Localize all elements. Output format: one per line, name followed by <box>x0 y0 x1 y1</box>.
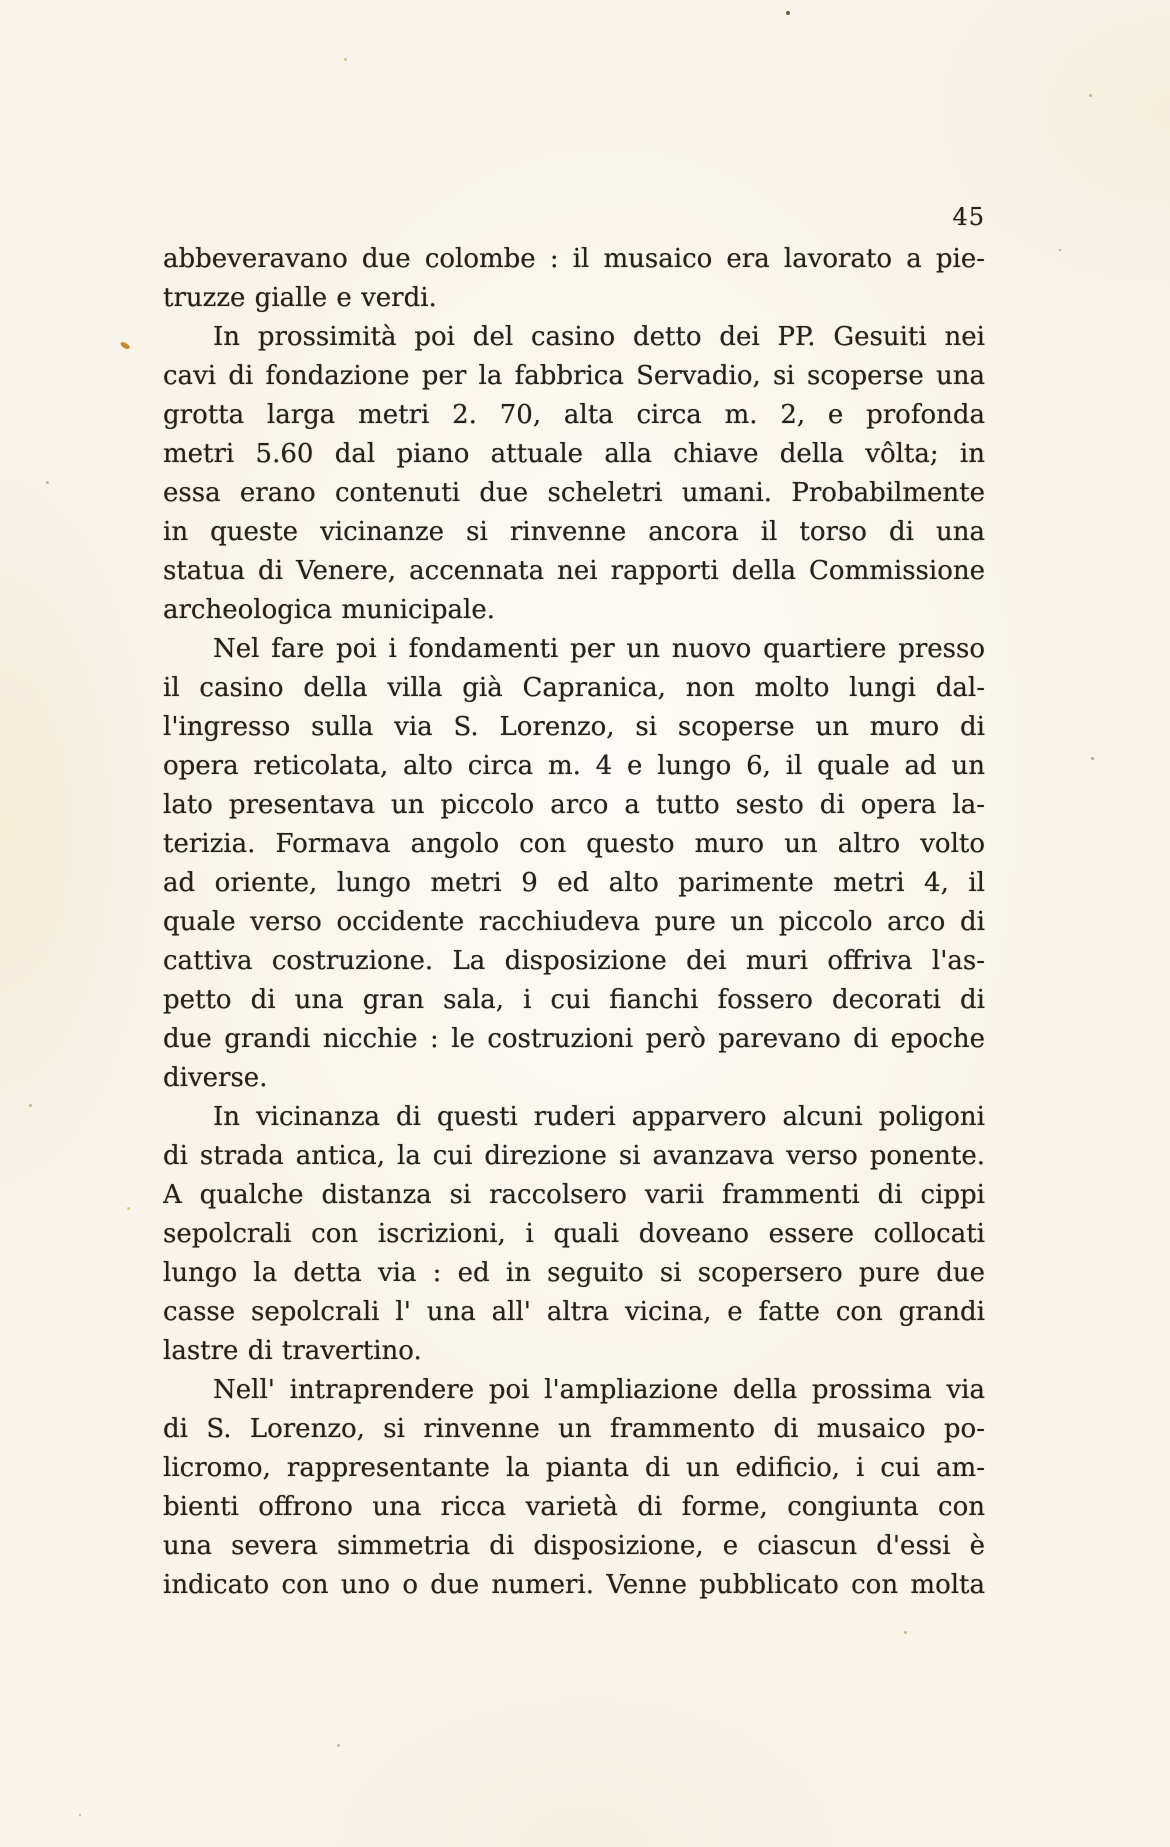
text-line: lungo la detta via : ed in seguito si scopersero pure due <box>163 1258 985 1288</box>
text-line: in queste vicinanze si rinvenne ancora il torso di una <box>163 517 985 547</box>
text-line: ad oriente, lungo metri 9 ed alto parimente metri 4, il <box>163 868 985 898</box>
text-line: metri 5.60 dal piano attuale alla chiave della vôlta; in <box>163 439 985 469</box>
text-line: casse sepolcrali l' una all' altra vicina, e fatte con grandi <box>163 1297 985 1327</box>
text-line: essa erano contenuti due scheletri umani. Probabilmente <box>163 478 985 508</box>
text-line: A qualche distanza si raccolsero varii frammenti di cippi <box>163 1180 985 1210</box>
paper-speck <box>337 1744 340 1747</box>
text-line: Nel fare poi i fondamenti per un nuovo quartiere presso <box>213 634 985 664</box>
text-line: l'ingresso sulla via S. Lorenzo, si scoperse un muro di <box>163 712 985 742</box>
body-text <box>163 240 985 1605</box>
paper-speck <box>1089 94 1092 97</box>
paper-speck <box>344 58 347 61</box>
text-line: statua di Venere, accennata nei rapporti della Commissione <box>163 556 985 586</box>
text-line: bienti offrono una ricca varietà di forme, congiunta con <box>163 1492 985 1522</box>
paper-speck <box>46 481 49 484</box>
text-line: truzze gialle e verdi. <box>163 283 437 313</box>
paper-speck <box>1091 757 1094 760</box>
text-line: di S. Lorenzo, si rinvenne un frammento di musaico po- <box>163 1414 985 1444</box>
text-line: abbeveravano due colombe : il musaico era lavorato a pie- <box>163 244 985 274</box>
text-line: cavi di fondazione per la fabbrica Servadio, si scoperse una <box>163 361 985 391</box>
text-line: diverse. <box>163 1063 268 1093</box>
paper-speck <box>127 1207 130 1210</box>
text-line: sepolcrali con iscrizioni, i quali doveano essere collocati <box>163 1219 985 1249</box>
text-line: una severa simmetria di disposizione, e ciascun d'essi è <box>163 1531 985 1561</box>
text-line: In prossimità poi del casino detto dei PP. Gesuiti nei <box>213 322 985 352</box>
paper-speck <box>29 1104 32 1107</box>
text-line: petto di una gran sala, i cui fianchi fossero decorati di <box>163 985 985 1015</box>
paper-speck <box>79 1814 81 1816</box>
text-line: il casino della villa già Capranica, non molto lungi dal- <box>163 673 985 703</box>
text-line: opera reticolata, alto circa m. 4 e lungo 6, il quale ad un <box>163 751 985 781</box>
page-number: 45 <box>952 203 985 231</box>
paper-speck <box>904 1631 907 1634</box>
text-line: di strada antica, la cui direzione si avanzava verso ponente. <box>163 1141 985 1171</box>
paper-speck <box>1059 249 1061 251</box>
text-line: licromo, rappresentante la pianta di un edificio, i cui am- <box>163 1453 985 1483</box>
paper-speck <box>119 341 130 351</box>
text-line: In vicinanza di questi ruderi apparvero alcuni poligoni <box>213 1102 985 1132</box>
text-line: Nell' intraprendere poi l'ampliazione della prossima via <box>213 1375 985 1405</box>
text-line: indicato con uno o due numeri. Venne pubblicato con molta <box>163 1570 985 1600</box>
text-line: grotta larga metri 2. 70, alta circa m. 2, e profonda <box>163 400 985 430</box>
text-line: quale verso occidente racchiudeva pure un piccolo arco di <box>163 907 985 937</box>
text-line: lastre di travertino. <box>163 1336 422 1366</box>
text-line: terizia. Formava angolo con questo muro un altro volto <box>163 829 985 859</box>
text-line: archeologica municipale. <box>163 595 495 625</box>
paper-speck <box>786 11 790 15</box>
text-line: cattiva costruzione. La disposizione dei muri offriva l'as- <box>163 946 985 976</box>
text-line: lato presentava un piccolo arco a tutto sesto di opera la- <box>163 790 985 820</box>
text-line: due grandi nicchie : le costruzioni però parevano di epoche <box>163 1024 985 1054</box>
